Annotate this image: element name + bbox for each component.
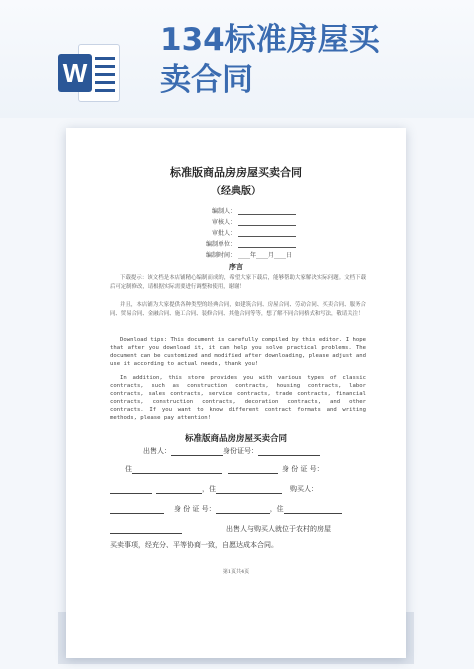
meta-row-reviewer xyxy=(196,215,296,226)
document-page xyxy=(66,128,406,658)
page-title-line2: 卖合同 xyxy=(160,62,253,98)
seller-label: 出售人： xyxy=(143,447,171,455)
agreement-tail: 出售人与购买人就位于农村的房屋 xyxy=(226,525,331,533)
contract-title: 标准版商品房房屋买卖合同 xyxy=(184,434,287,444)
address-prefix-blank xyxy=(156,485,202,494)
document-subtitle: （经典版） xyxy=(211,186,261,197)
meta-date: ____年____月____日 xyxy=(238,252,293,259)
contract-line-buyer xyxy=(110,484,370,494)
english-paragraph: Download tips: This document is carefully compiled by this editor. I hope that after you download it, it can help you solve practical problems. The document can be customized and modified after downloading, please adjust and use it according to actual needs, thank you! xyxy=(110,337,366,368)
buyer-blank xyxy=(110,505,164,514)
meta-blank xyxy=(238,230,296,237)
id-blank xyxy=(258,447,320,456)
address3-label: ，住 xyxy=(269,505,284,513)
contract-line-agreement-2 xyxy=(110,540,370,550)
meta-row-unit xyxy=(196,237,296,248)
id-label: 身份证号： xyxy=(223,447,258,455)
contract-line-address1 xyxy=(110,464,370,474)
meta-label: 编制人： xyxy=(211,208,236,215)
page-title-line1: 134标准房屋买 xyxy=(160,22,380,58)
address2-label: ，住 xyxy=(202,485,216,493)
page-title xyxy=(160,20,460,100)
address-blank xyxy=(132,465,222,474)
address3-blank xyxy=(284,505,342,514)
meta-row-date xyxy=(196,248,296,259)
meta-blank xyxy=(238,219,296,226)
buyer-label: 购买人： xyxy=(290,485,318,493)
preface-paragraph: 并且，本店铺为大家提供各种类型的经典合同，如建筑合同、房屋合同、劳动合同、买卖合同、服务合同、贸易合同、金融合同、施工合同、装修合同、其他合同等等，想了解不同合同格式和写法，敬请关注！ xyxy=(110,302,366,317)
buyer-id-label: 身 份 证 号： xyxy=(174,505,216,513)
buyer-id-blank xyxy=(216,505,270,514)
meta-label: 审批人： xyxy=(211,230,236,237)
meta-row-author xyxy=(196,204,296,215)
meta-label: 编制单位： xyxy=(205,241,236,248)
meta-blank xyxy=(238,208,296,215)
word-badge: W xyxy=(58,54,92,92)
seller-blank xyxy=(171,447,223,456)
meta-blank xyxy=(238,241,296,248)
document-meta xyxy=(196,204,296,259)
agreement-blank xyxy=(110,525,182,534)
header-banner xyxy=(0,0,474,118)
address2-blank xyxy=(216,485,282,494)
contract-line-seller xyxy=(110,446,370,456)
address-blank-2 xyxy=(228,465,278,474)
meta-row-approver xyxy=(196,226,296,237)
contract-line-buyer-id xyxy=(110,504,370,514)
word-document-icon xyxy=(58,44,120,102)
document-title: 标准版商品房房屋买卖合同 xyxy=(170,166,302,179)
preface-heading: 序言 xyxy=(229,262,243,271)
preface-paragraph: 下载提示：该文档是本店铺精心编制而成的，希望大家下载后，能够帮助大家解决实际问题。文档下载后可定制修改，请根据实际需要进行调整和使用，谢谢！ xyxy=(110,275,366,290)
id-blank-2 xyxy=(110,485,152,494)
meta-label: 编制时间： xyxy=(205,252,236,259)
page-footer: 第1页共4页 xyxy=(222,569,250,575)
meta-label: 审核人： xyxy=(211,219,236,226)
agreement-line2: 买卖事项，经充分、平等协商一致，自愿达成本合同。 xyxy=(110,541,278,549)
english-paragraph: In addition, this store provides you with various types of classic contracts, such as construction contracts, housing contracts, labor contracts, sales contracts, service contracts, trade contracts, financial contracts, construction contracts, decoration contracts, and other contracts. If you want to know different contract formats and writing methods, please pay attention! xyxy=(110,375,366,422)
address-label: 住 xyxy=(125,465,132,473)
id-spaced-label: 身 份 证 号： xyxy=(282,465,324,473)
contract-line-agreement xyxy=(110,524,370,534)
